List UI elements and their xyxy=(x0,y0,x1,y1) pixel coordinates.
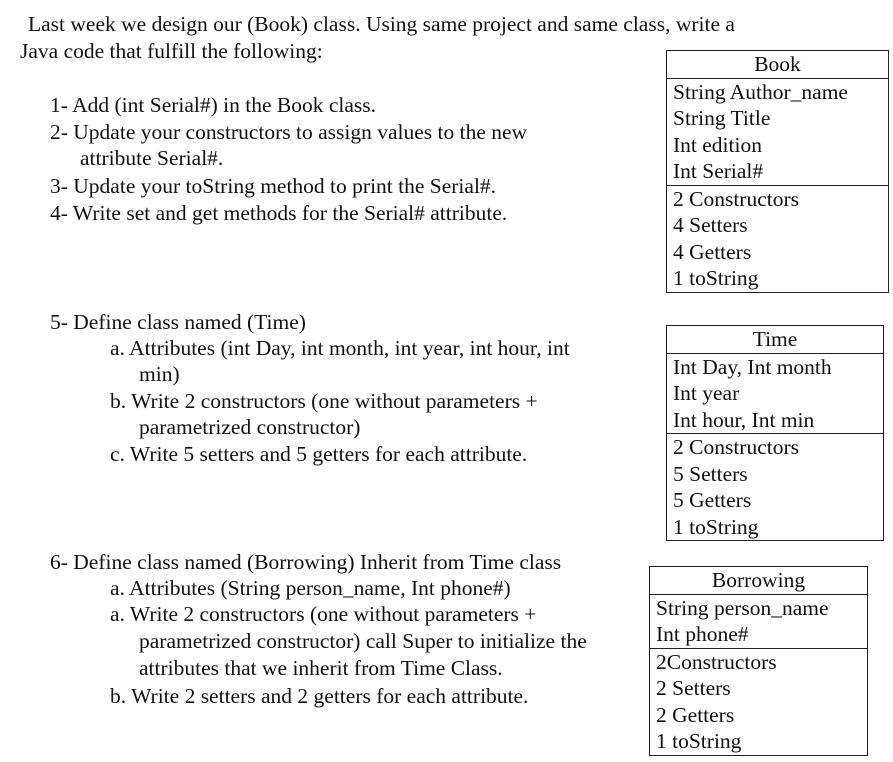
item-5b-cont: parametrized constructor) xyxy=(139,415,361,439)
borrowing-attribute: String person_name xyxy=(656,595,829,620)
book-method: 4 Getters xyxy=(673,239,752,264)
item-6a-second-cont-2: attributes that we inherit from Time Class. xyxy=(139,656,503,680)
intro-line-2: Java code that fulfill the following: xyxy=(20,39,323,63)
item-6a-second-cont-1: parametrized constructor) call Super to initialize the xyxy=(139,629,587,653)
item-5b: b. Write 2 constructors (one without parameters + xyxy=(110,389,538,413)
borrowing-method: 2 Getters xyxy=(656,702,735,727)
item-5: 5- Define class named (Time) xyxy=(50,310,306,334)
borrowing-attribute: Int phone# xyxy=(656,622,749,646)
borrowing-attributes-section xyxy=(650,594,867,648)
item-6b: b. Write 2 setters and 2 getters for each attribute. xyxy=(110,684,529,708)
item-6a-second: a. Write 2 constructors (one without parameters + xyxy=(110,602,537,626)
borrowing-class-box xyxy=(649,566,868,756)
book-attribute: Int edition xyxy=(673,132,762,157)
borrowing-class-title-section xyxy=(650,567,867,594)
time-class-title-section xyxy=(667,326,883,353)
time-method: 1 toString xyxy=(673,514,759,539)
item-5c: c. Write 5 setters and 5 getters for each attribute. xyxy=(110,442,528,466)
book-attribute: String Author_name xyxy=(673,79,848,104)
borrowing-method: 2 Setters xyxy=(656,676,731,700)
item-3: 3- Update your toString method to print the Serial#. xyxy=(50,174,497,198)
book-method: 4 Setters xyxy=(673,213,748,237)
book-attribute: Int Serial# xyxy=(673,159,764,183)
time-method: 2 Constructors xyxy=(673,435,800,459)
time-attribute: Int Day, Int month xyxy=(673,354,832,379)
item-2: 2- Update your constructors to assign values to the new xyxy=(50,120,528,144)
time-method: 5 Setters xyxy=(673,461,748,486)
time-class-title: Time xyxy=(752,327,798,351)
item-2-cont: attribute Serial#. xyxy=(80,146,224,170)
book-attribute: String Title xyxy=(673,106,771,130)
item-6a: a. Attributes (String person_name, Int phone#) xyxy=(110,576,511,600)
book-class-title: Book xyxy=(754,52,801,76)
book-class-title-section xyxy=(667,51,888,78)
book-method: 2 Constructors xyxy=(673,186,800,211)
borrowing-method: 2Constructors xyxy=(656,649,777,674)
book-method: 1 toString xyxy=(673,266,759,290)
time-attribute: Int year xyxy=(673,381,740,405)
item-1: 1- Add (int Serial#) in the Book class. xyxy=(50,93,377,117)
item-6: 6- Define class named (Borrowing) Inherit from Time class xyxy=(50,550,562,574)
time-attributes-section xyxy=(667,353,883,434)
item-5a-cont: min) xyxy=(139,362,180,386)
time-class-box xyxy=(666,325,884,541)
book-class-box xyxy=(666,50,889,293)
item-4: 4- Write set and get methods for the Serial# attribute. xyxy=(50,201,508,225)
time-method: 5 Getters xyxy=(673,488,752,512)
borrowing-class-title: Borrowing xyxy=(711,568,806,592)
borrowing-method: 1 toString xyxy=(656,729,742,753)
time-attribute: Int hour, Int min xyxy=(673,407,815,432)
time-methods-section xyxy=(667,433,883,540)
intro-line-1: Last week we design our (Book) class. Using same project and same class, write a xyxy=(28,12,735,36)
book-methods-section xyxy=(667,185,888,292)
item-5a: a. Attributes (int Day, int month, int year, int hour, int xyxy=(110,336,570,360)
book-attributes-section xyxy=(667,78,888,185)
borrowing-methods-section xyxy=(650,648,867,755)
